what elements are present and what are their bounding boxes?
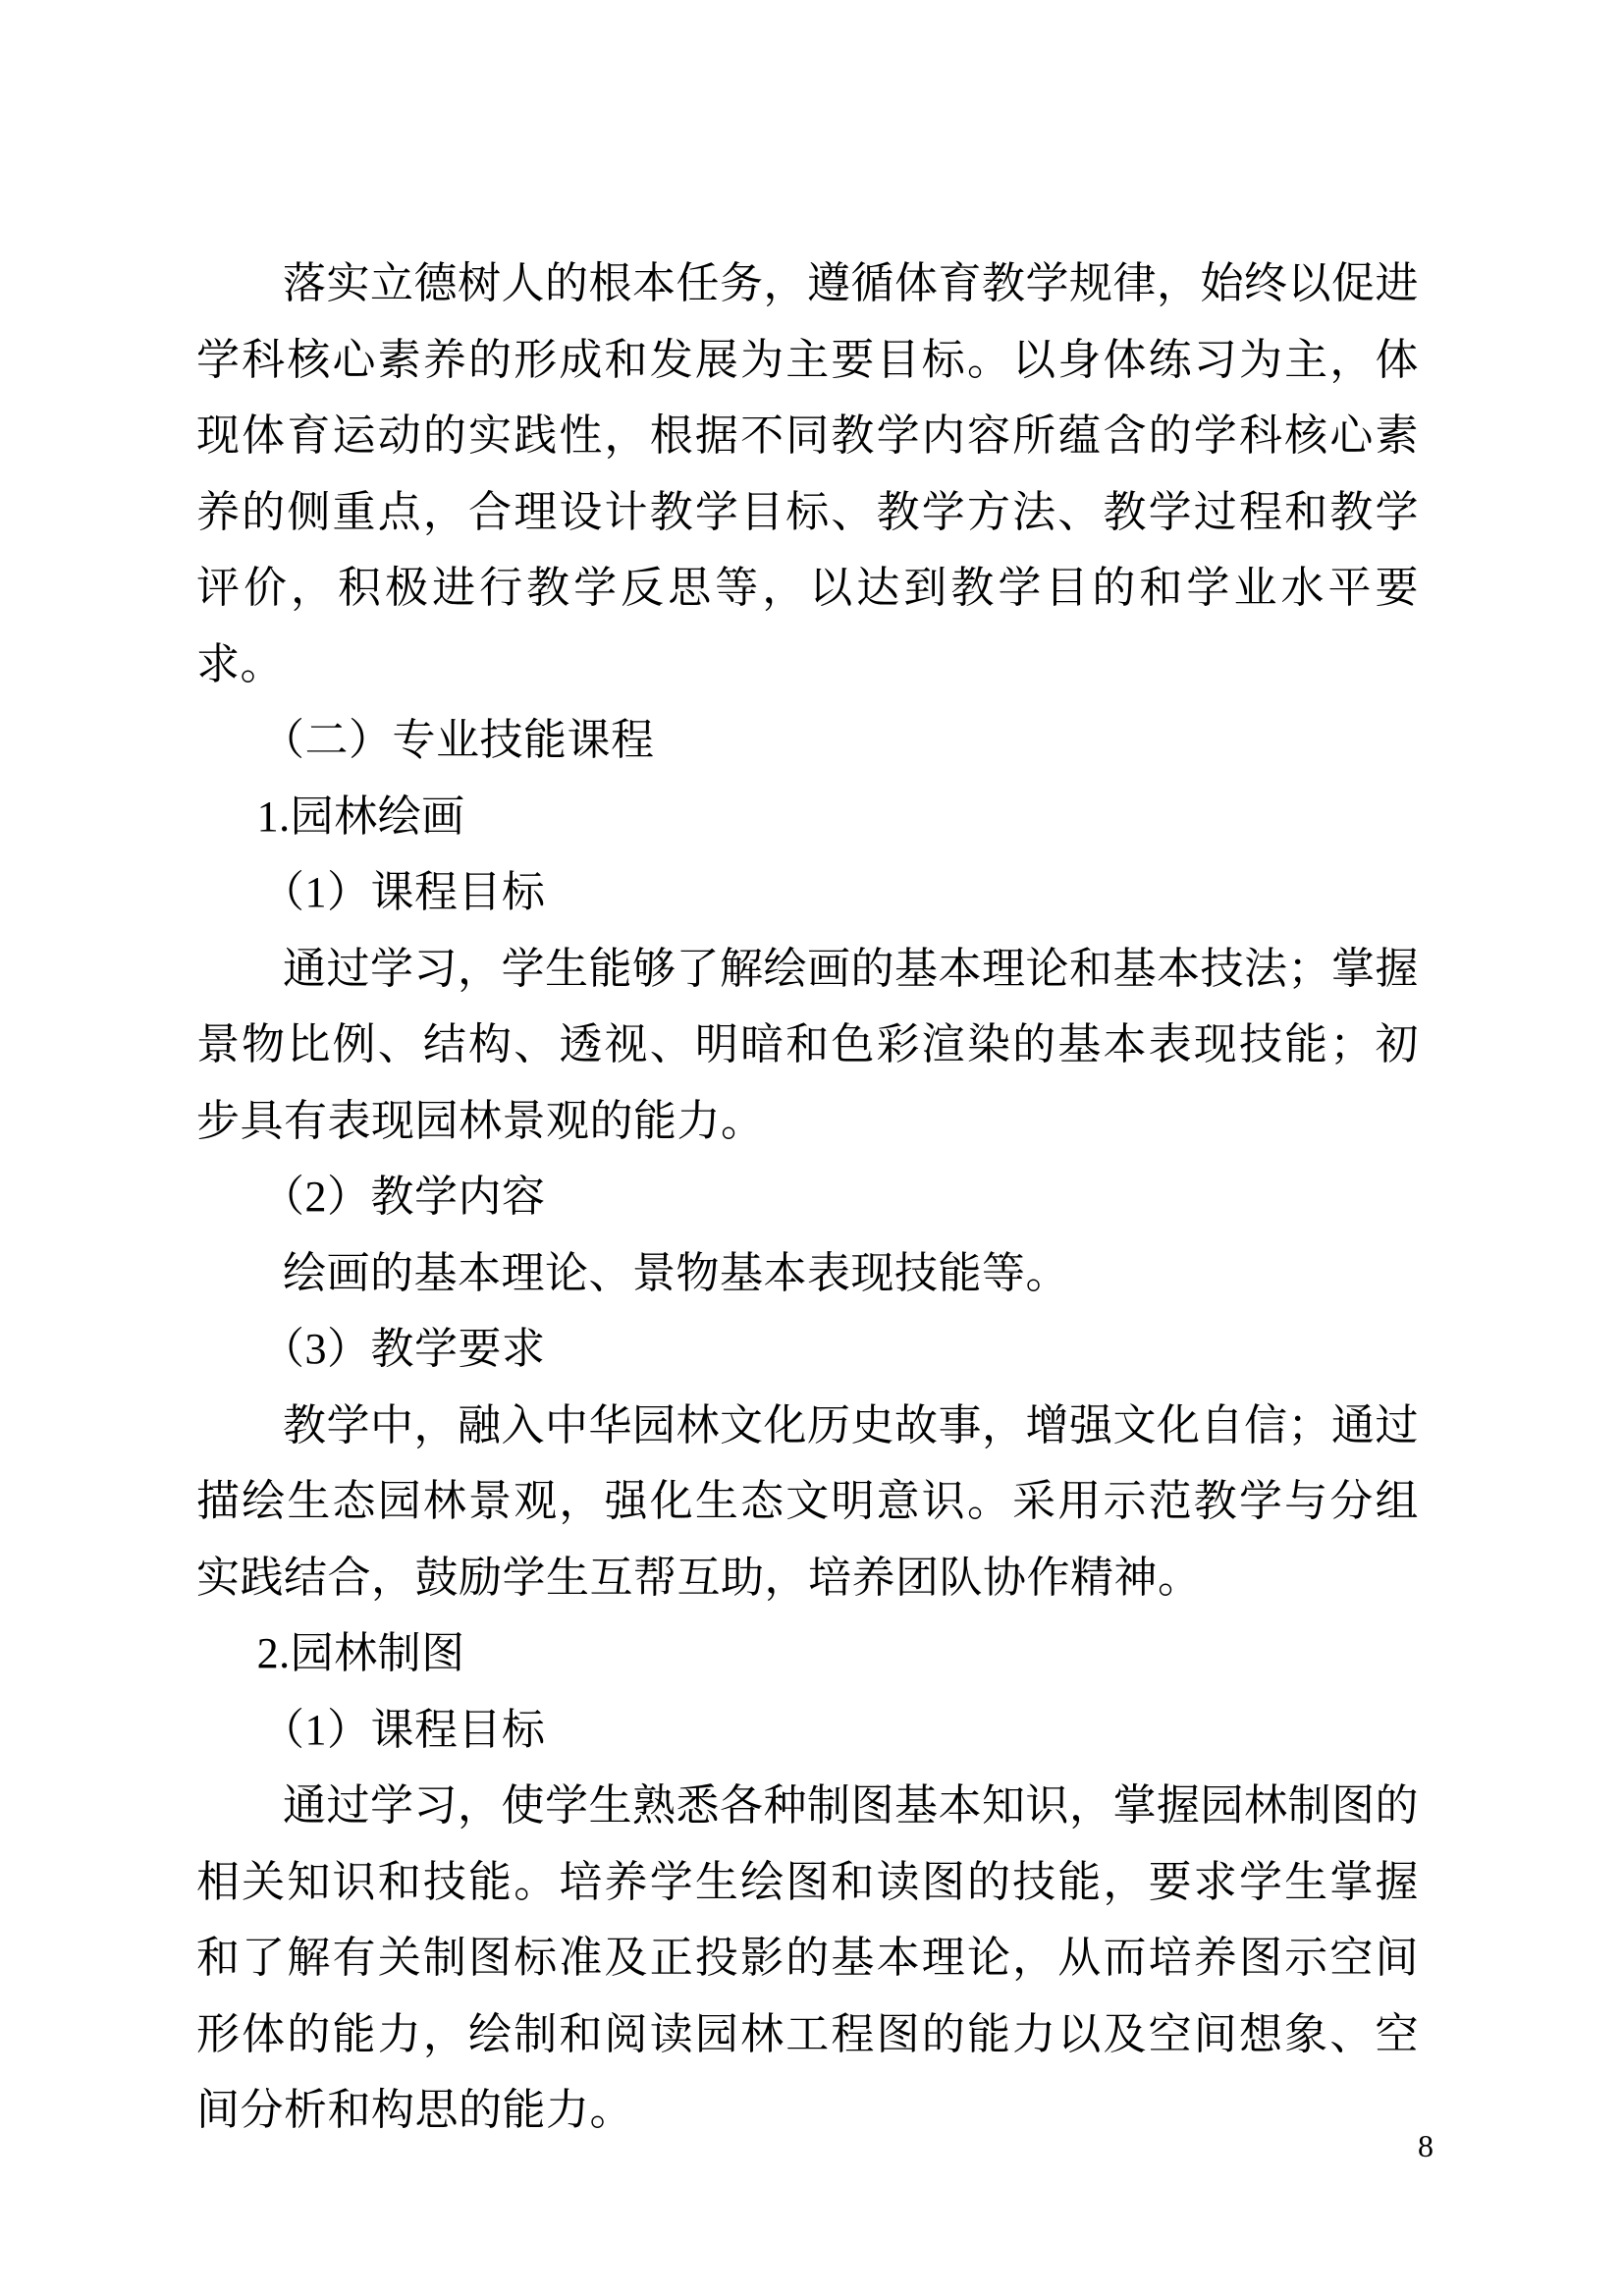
- sub-heading-teaching-content-1: （2）教学内容: [261, 1173, 546, 1221]
- paragraph-painting-content: 绘画的基本理论、景物基本表现技能等。: [283, 1248, 1069, 1297]
- sub-heading-teaching-requirements-1: （3）教学要求: [261, 1325, 546, 1373]
- section-heading-professional-skill-courses: （二）专业技能课程: [261, 716, 655, 764]
- course-heading-garden-painting: 1.园林绘画: [256, 792, 465, 841]
- sub-heading-course-objectives-1: （1）课程目标: [261, 868, 546, 916]
- course-heading-garden-drafting: 2.园林制图: [256, 1629, 465, 1677]
- sub-heading-course-objectives-2: （1）课程目标: [261, 1705, 546, 1754]
- page-number: 8: [1418, 2128, 1434, 2163]
- paragraph-drafting-objectives: 通过学习，使学生熟悉各种制图基本知识，掌握园林制图的相关知识和技能。培养学生绘图和读图的技能，要求学生掌握和了解有关制图标准及正投影的基本理论，从而培养图示空间形体的能力，绘制和阅读园林工程图的能力以及空间想象、空间分析和构思的能力。: [196, 1781, 1419, 2134]
- paragraph-painting-requirements: 教学中，融入中华园林文化历史故事，增强文化自信；通过描绘生态园林景观，强化生态文明意识。采用示范教学与分组实践结合，鼓励学生互帮互助，培养团队协作精神。: [196, 1400, 1419, 1602]
- paragraph-painting-objectives: 通过学习，学生能够了解绘画的基本理论和基本技法；掌握景物比例、结构、透视、明暗和色彩渲染的基本表现技能；初步具有表现园林景观的能力。: [196, 944, 1419, 1145]
- document-body: [196, 246, 1419, 2149]
- paragraph-intro: 落实立德树人的根本任务，遵循体育教学规律，始终以促进学科核心素养的形成和发展为主要目标。以身体练习为主，体现体育运动的实践性，根据不同教学内容所蕴含的学科核心素养的侧重点，合理设计教学目标、教学方法、教学过程和教学评价，积极进行教学反思等，以达到教学目的和学业水平要求。: [196, 259, 1419, 688]
